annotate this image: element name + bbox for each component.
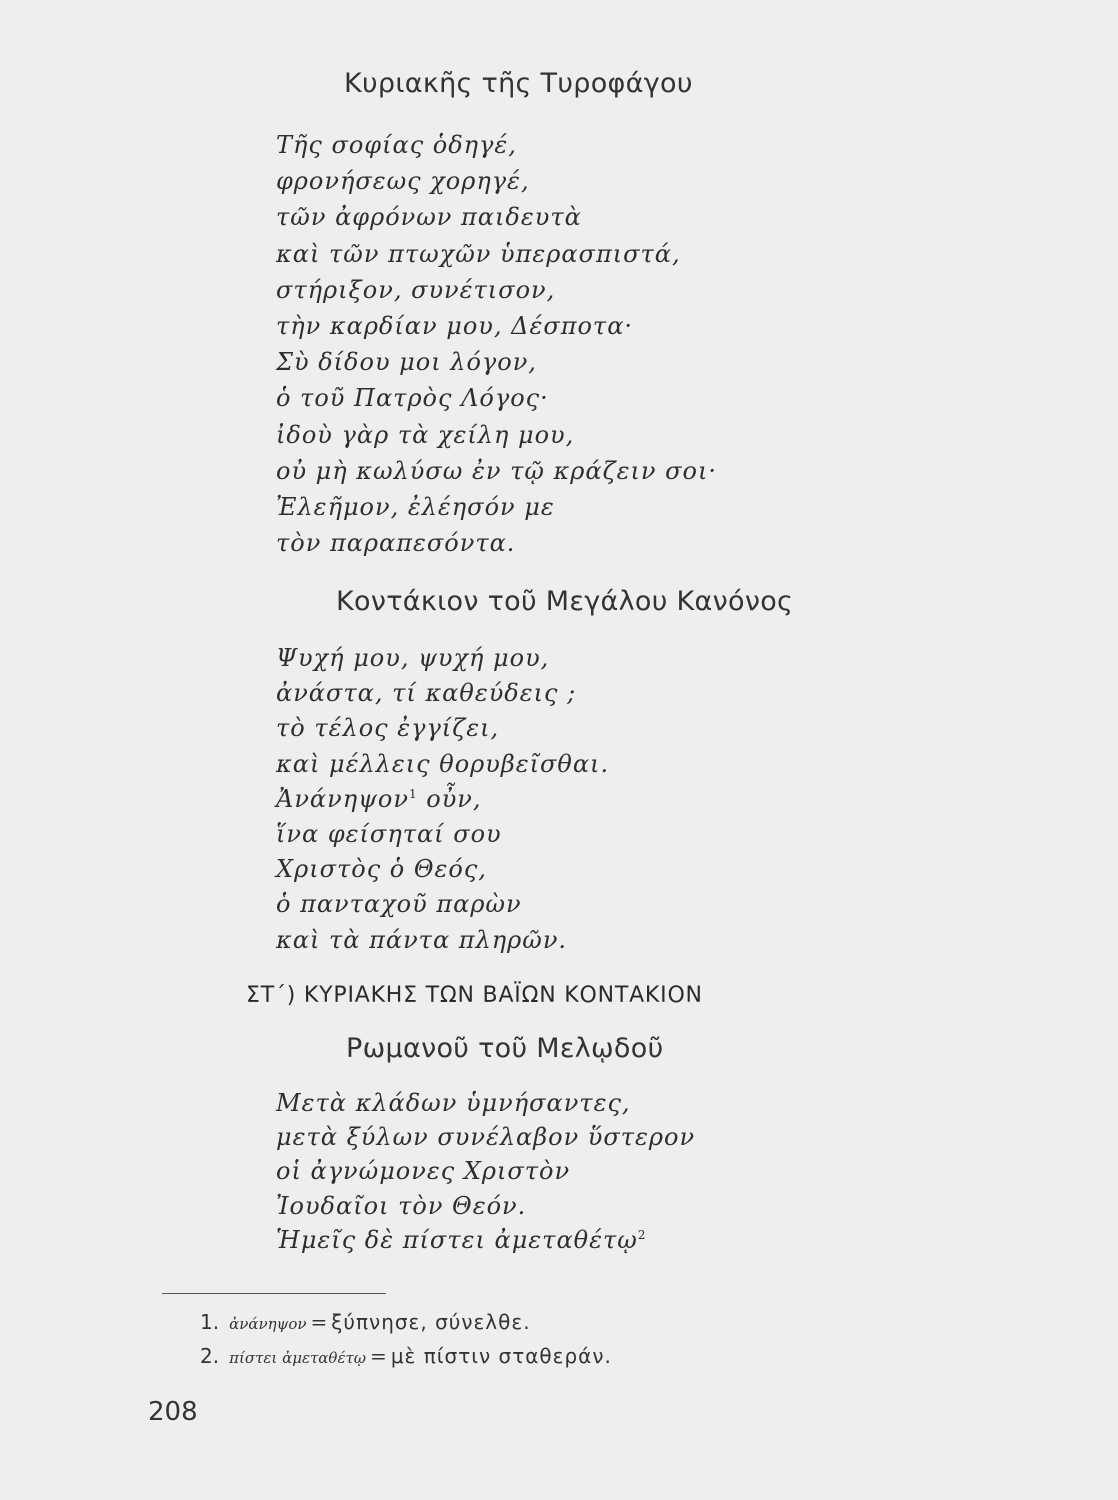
- page-number: 208: [148, 1397, 198, 1427]
- footnote-gloss: μὲ πίστιν σταθεράν.: [390, 1344, 612, 1368]
- footnote-divider: [162, 1293, 386, 1294]
- footnote-number: 1.: [200, 1310, 220, 1334]
- poem-line: φρονήσεως χορηγέ,: [276, 167, 530, 196]
- poem-line: οἱ ἀγνώμονες Χριστὸν: [276, 1157, 571, 1186]
- footnote-term: πίστει ἀμεταθέτῳ: [229, 1349, 367, 1367]
- poem-line: τὸν παραπεσόντα.: [276, 529, 516, 558]
- poem-tyrofagou: [276, 127, 717, 561]
- poem-line: ἵνα φείσηταί σου: [276, 819, 502, 848]
- heading-megalou-kanonos: Κοντάκιον τοῦ Μεγάλου Κανόνος: [336, 586, 794, 617]
- poem-line: τὸ τέλος ἐγγίζει,: [276, 714, 500, 743]
- poem-text: οὖν,: [417, 784, 482, 813]
- heading-romanou: Ρωμανοῦ τοῦ Μελῳδοῦ: [346, 1033, 664, 1064]
- footnote-equals: =: [370, 1344, 387, 1368]
- footnote: [200, 1339, 612, 1373]
- poem-line: ἰδοὺ γὰρ τὰ χείλη μου,: [276, 420, 575, 449]
- poem-line: οὐ μὴ κωλύσω ἐν τῷ κράζειν σοι·: [276, 456, 717, 485]
- poem-line: τὴν καρδίαν μου, Δέσποτα·: [276, 311, 634, 340]
- poem-line: Ψυχή μου, ψυχή μου,: [276, 644, 550, 672]
- poem-line: μετὰ ξύλων συνέλαβον ὕστερον: [276, 1123, 696, 1152]
- poem-line: ὁ πανταχοῦ παρὼν: [276, 890, 522, 919]
- poem-kontakion: [276, 1086, 695, 1257]
- poem-line: Ἰουδαῖοι τὸν Θεόν.: [276, 1191, 527, 1220]
- footnote-marker: 2: [637, 1227, 647, 1242]
- footnotes: [200, 1305, 612, 1373]
- poem-line: καὶ τὰ πάντα πληρῶν.: [276, 925, 568, 954]
- heading-tyrofagou: Κυριακῆς τῆς Τυροφάγου: [344, 68, 693, 99]
- poem-megalou-kanonos: [276, 641, 609, 958]
- poem-line: Σὺ δίδου μοι λόγον,: [276, 348, 537, 377]
- poem-text: Ἀνάνηψον: [276, 784, 409, 813]
- poem-line: Χριστὸς ὁ Θεός,: [276, 855, 487, 884]
- footnote-marker: 1: [408, 786, 418, 801]
- footnote-term: ἀνάνηψον: [229, 1315, 307, 1333]
- poem-line: καὶ μέλλεις θορυβεῖσθαι.: [276, 749, 610, 778]
- poem-line: Μετὰ κλάδων ὑμνήσαντες,: [276, 1089, 631, 1117]
- poem-line: στήριξον, συνέτισον,: [276, 275, 556, 304]
- poem-line: Ἐλεῆμον, ἐλέησόν με: [276, 492, 555, 521]
- section-title: ΣΤ΄) ΚΥΡΙΑΚΗΣ ΤΩΝ ΒΑΪΩΝ ΚΟΝΤΑΚΙΟΝ: [246, 983, 703, 1008]
- poem-line-with-footnote: [276, 782, 609, 817]
- poem-text: Ἡμεῖς δὲ πίστει ἀμεταθέτῳ: [276, 1225, 638, 1254]
- footnote-gloss: ξύπνησε, σύνελθε.: [331, 1310, 531, 1334]
- poem-line: ὁ τοῦ Πατρὸς Λόγος·: [276, 384, 549, 413]
- poem-line: Τῆς σοφίας ὁδηγέ,: [276, 131, 517, 159]
- footnote-equals: =: [310, 1310, 328, 1334]
- poem-line: τῶν ἀφρόνων παιδευτὰ: [276, 203, 582, 232]
- poem-line: ἀνάστα, τί καθεύδεις ;: [276, 679, 577, 708]
- poem-line-with-footnote: [276, 1223, 695, 1257]
- footnote-number: 2.: [200, 1344, 220, 1368]
- footnote: [200, 1305, 612, 1339]
- poem-line: καὶ τῶν πτωχῶν ὑπερασπιστά,: [276, 239, 681, 268]
